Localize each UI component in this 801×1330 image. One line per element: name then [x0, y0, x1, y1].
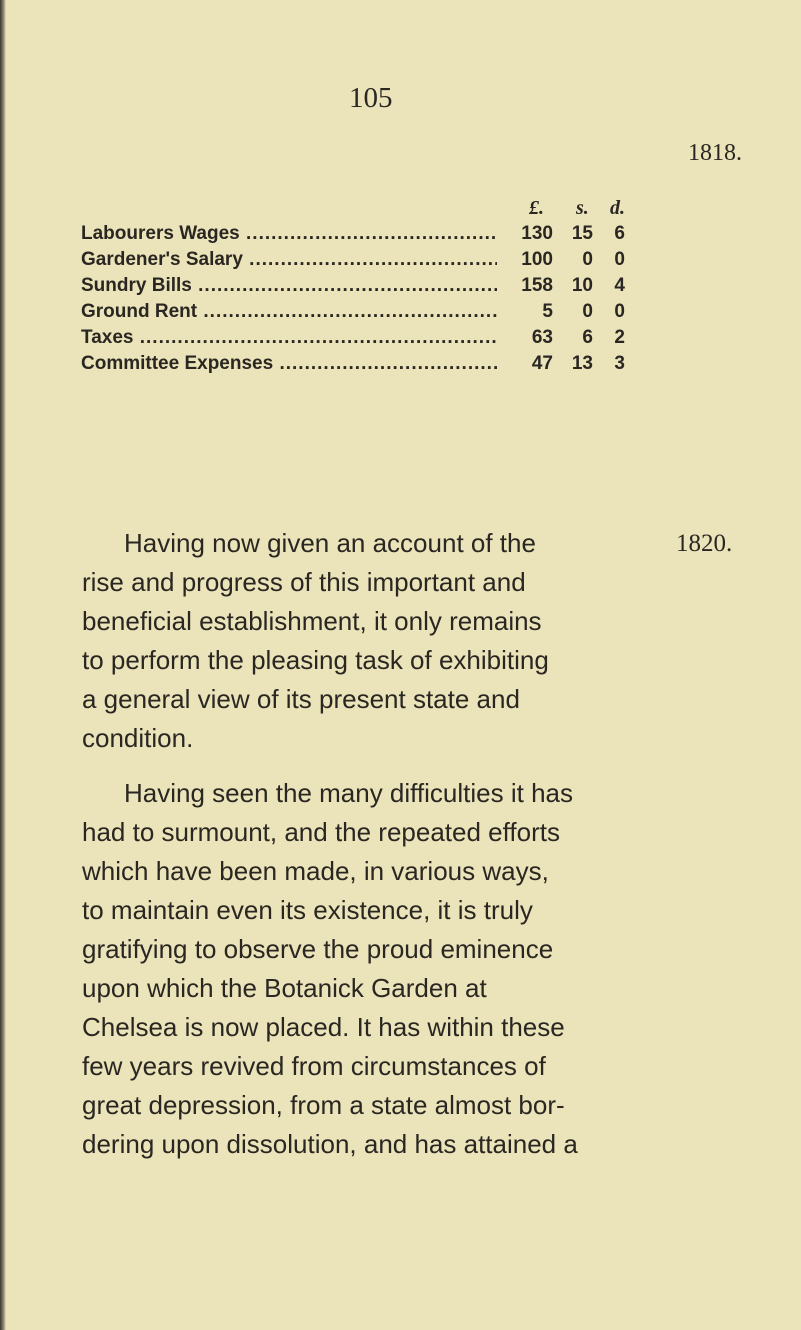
paragraph-line: upon which the Botanick Garden at — [82, 973, 487, 1003]
ledger-row — [81, 247, 641, 273]
ledger-row-label: Gardener's Salary ..... — [81, 247, 551, 273]
ledger-row-pence: 2 — [614, 327, 625, 348]
paragraph-line: to maintain even its existence, it is truly — [82, 895, 533, 925]
ledger-row — [81, 325, 641, 351]
ledger-row-pounds: 100 — [497, 247, 553, 273]
pounds-header: £. — [529, 197, 544, 219]
ledger-row-shillings: 0 — [582, 301, 593, 322]
ledger-row-pounds: 5 — [497, 299, 553, 325]
ledger-row — [81, 351, 641, 377]
ledger-row-shillings: 13 — [571, 353, 593, 374]
ledger-row-pence: 6 — [614, 223, 625, 244]
ledger-row-pounds: 63 — [497, 325, 553, 351]
ledger-row-shillings: 6 — [582, 327, 593, 348]
page-gutter-shadow — [0, 0, 6, 1330]
ledger-row-label: Ground Rent ..... — [81, 299, 551, 325]
pence-header: d. — [610, 197, 625, 219]
ledger-row-label: Taxes ..... — [81, 325, 551, 351]
paragraph-line: Having now given an account of the — [124, 528, 536, 558]
ledger-row-label: Committee Expenses ..... — [81, 351, 551, 377]
year-heading: 1818. — [688, 140, 742, 166]
paragraph-line: beneficial establishment, it only remains — [82, 606, 542, 636]
ledger-row — [81, 221, 641, 247]
paragraph-line: few years revived from circumstances of — [82, 1051, 546, 1081]
paragraph-line: Chelsea is now placed. It has within these — [82, 1012, 565, 1042]
paragraph-line: dering upon dissolution, and has attained a — [82, 1129, 578, 1159]
ledger-row-pence: 0 — [614, 301, 625, 322]
ledger-row-pence: 3 — [614, 353, 625, 374]
ledger-row-label: Sundry Bills ..... — [81, 273, 551, 299]
ledger-row-shillings: 15 — [571, 223, 593, 244]
ledger-header-row — [81, 195, 641, 221]
shillings-header: s. — [576, 197, 589, 219]
paragraph — [82, 524, 702, 758]
paragraph-line: great depression, from a state almost bor- — [82, 1090, 565, 1120]
paragraph-line: to perform the pleasing task of exhibiting — [82, 645, 549, 675]
ledger-row-pounds: 130 — [497, 221, 553, 247]
expense-ledger — [81, 195, 641, 377]
paragraph — [82, 774, 702, 1164]
ledger-row-pence: 4 — [614, 275, 625, 296]
ledger-row — [81, 299, 641, 325]
ledger-row-pounds: 47 — [497, 351, 553, 377]
ledger-row-shillings: 0 — [582, 249, 593, 270]
ledger-row-label: Labourers Wages ..... — [81, 221, 551, 247]
ledger-row-pounds: 158 — [497, 273, 553, 299]
paragraph-line: had to surmount, and the repeated efforts — [82, 817, 560, 847]
paragraph-line: gratifying to observe the proud eminence — [82, 934, 554, 964]
paragraph-line: which have been made, in various ways, — [82, 856, 549, 886]
paragraph-line: rise and progress of this important and — [82, 567, 526, 597]
margin-year-note: 1820. — [676, 530, 733, 557]
ledger-row-shillings: 10 — [571, 275, 593, 296]
paragraph-line: Having seen the many difficulties it has — [124, 778, 573, 808]
paragraph-line: condition. — [82, 723, 194, 753]
page-number: 105 — [349, 82, 393, 114]
ledger-row — [81, 273, 641, 299]
paragraph-line: a general view of its present state and — [82, 684, 520, 714]
ledger-row-pence: 0 — [614, 249, 625, 270]
